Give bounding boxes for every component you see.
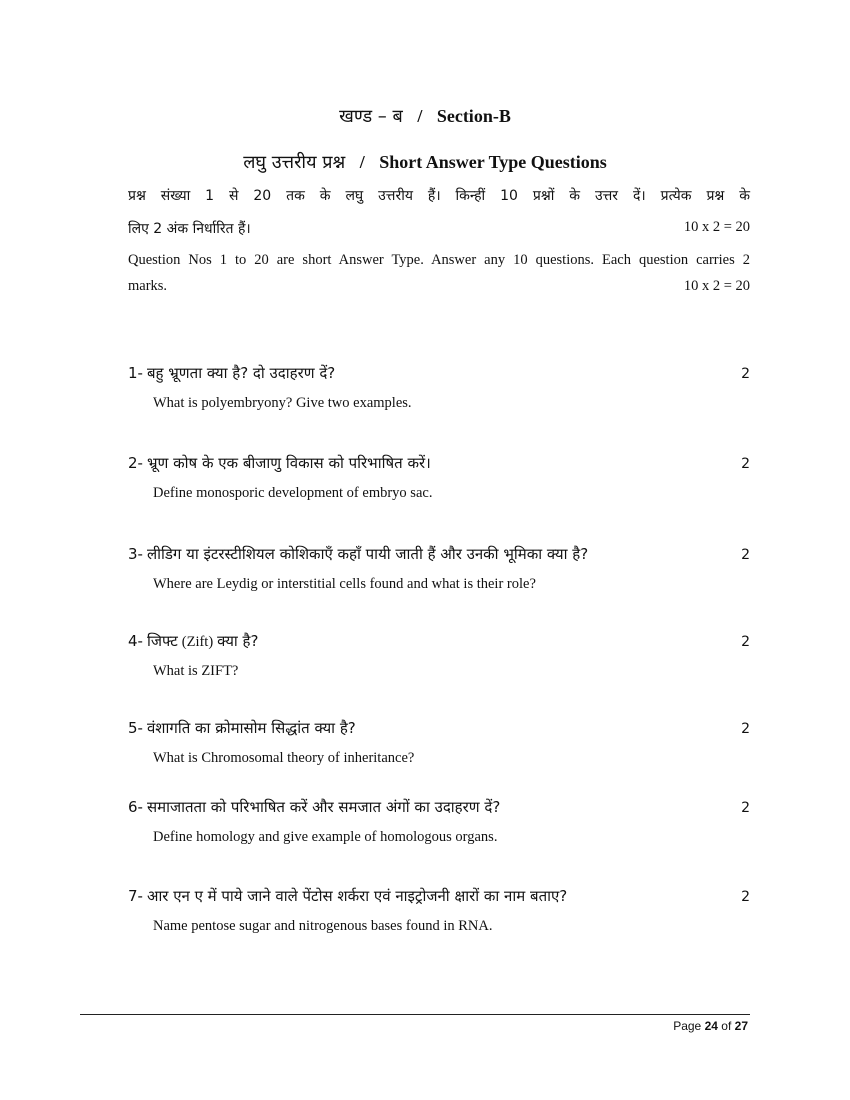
section-title-hindi: खण्ड – ब (339, 106, 403, 127)
question-text-english: What is polyembryony? Give two examples. (153, 395, 412, 411)
question-marks: 2 (741, 456, 750, 472)
question-4 (128, 631, 750, 680)
instructions-marks-english: 10 x 2 = 20 (683, 278, 750, 294)
instructions-english-line2-row (128, 278, 750, 295)
question-text-english: Name pentose sugar and nitrogenous bases found in RNA. (153, 918, 493, 934)
question-7 (128, 886, 750, 935)
section-title-english: Section-B (436, 106, 511, 126)
section-title (0, 104, 850, 128)
question-number: 7- (128, 887, 143, 905)
instructions-english-line2: marks. (128, 278, 168, 294)
question-text-english: Define homology and give example of homologous organs. (153, 829, 498, 845)
question-marks: 2 (741, 889, 750, 905)
question-1 (128, 363, 750, 412)
page-current: 24 (704, 1019, 718, 1033)
question-number: 5- (128, 719, 143, 737)
question-marks: 2 (741, 800, 750, 816)
question-text-hindi: भ्रूण कोष के एक बीजाणु विकास को परिभाषित करें। (146, 454, 431, 472)
instructions-english-line1: Question Nos 1 to 20 are short Answer Type. Answer any 10 questions. Each question carries 2 (128, 252, 750, 268)
question-3 (128, 544, 750, 593)
question-text-hindi-suffix: क्या है? (217, 632, 259, 650)
instructions-hindi-line2: लिए 2 अंक निर्धारित हैं। (128, 221, 251, 237)
subtitle-english: Short Answer Type Questions (379, 152, 607, 172)
question-text-hindi-prefix: जिफ्ट (146, 632, 178, 650)
question-text-english: What is ZIFT? (153, 663, 239, 679)
instructions-marks-hindi: 10 x 2 = 20 (683, 219, 750, 235)
footer-divider (80, 1014, 750, 1015)
instructions-hindi-line1: प्रश्न संख्या 1 से 20 तक के लघु उत्तरीय हैं। किन्हीं 10 प्रश्नों के उत्तर दें। प्रत्येक प्रश्न के (128, 188, 750, 204)
question-text-english: Define monosporic development of embryo sac. (153, 485, 433, 501)
question-marks: 2 (741, 634, 750, 650)
question-number: 4- (128, 632, 143, 650)
question-number: 6- (128, 798, 143, 816)
question-marks: 2 (741, 721, 750, 737)
of-label: of (721, 1019, 732, 1033)
question-text-hindi: वंशागति का क्रोमासोम सिद्धांत क्या है? (146, 719, 356, 737)
instructions-hindi-line2-row (128, 219, 750, 238)
subtitle-hindi: लघु उत्तरीय प्रश्न (243, 152, 346, 173)
question-2 (128, 453, 750, 502)
question-6 (128, 797, 750, 846)
question-text-hindi: लीडिग या इंटरस्टीशियल कोशिकाएँ कहाँ पायी जाती हैं और उनकी भूमिका क्या है? (146, 545, 589, 563)
page-label: Page (673, 1019, 702, 1033)
question-text-hindi: समाजातता को परिभाषित करें और समजात अंगों का उदाहरण दें? (146, 798, 501, 816)
question-text-hindi: बहु भ्रूणता क्या है? दो उदाहरण दें? (146, 364, 336, 382)
title-separator: / (417, 106, 423, 126)
question-text-english: Where are Leydig or interstitial cells found and what is their role? (153, 576, 536, 592)
question-number: 2- (128, 454, 143, 472)
question-text-english: What is Chromosomal theory of inheritance? (153, 750, 415, 766)
page-number (673, 1019, 748, 1033)
question-marks: 2 (741, 547, 750, 563)
question-5 (128, 718, 750, 767)
question-number: 3- (128, 545, 143, 563)
question-number: 1- (128, 364, 143, 382)
subtitle-separator: / (359, 152, 365, 172)
page-total: 27 (734, 1019, 748, 1033)
question-marks: 2 (741, 366, 750, 382)
question-text-latin-term: (Zift) (181, 634, 214, 650)
subtitle (0, 150, 850, 174)
question-text-hindi: आर एन ए में पाये जाने वाले पेंटोस शर्करा एवं नाइट्रोजनी क्षारों का नाम बताए? (146, 887, 568, 905)
